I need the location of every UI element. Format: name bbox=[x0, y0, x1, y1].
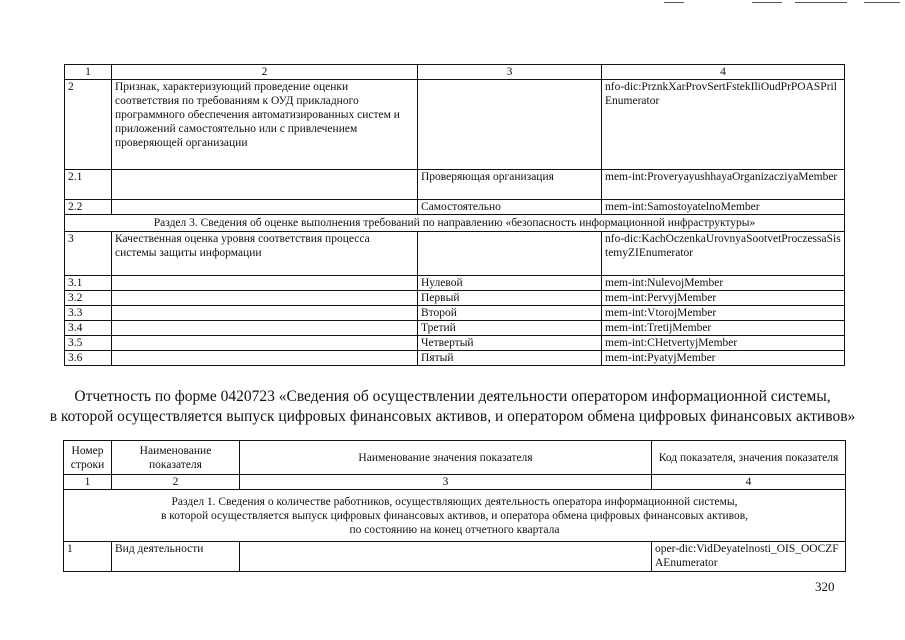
header-indicator-name: Наименование показателя bbox=[112, 441, 240, 475]
header-code: Код показателя, значения показателя bbox=[652, 441, 846, 475]
col-number: 1 bbox=[64, 475, 112, 490]
indicator-name bbox=[112, 351, 418, 366]
column-number-row bbox=[64, 475, 846, 490]
section-title-line: в которой осуществляется выпуск цифровых финансовых активов, и оператора обмена цифровых финансовых активов, bbox=[160, 509, 749, 522]
indicator-name bbox=[112, 291, 418, 306]
value-name: Первый bbox=[418, 291, 602, 306]
value-name bbox=[418, 232, 602, 276]
table-row bbox=[65, 291, 845, 306]
row-number: 2 bbox=[65, 80, 112, 170]
indicator-name bbox=[112, 170, 418, 200]
indicator-code: mem-int:PyatyjMember bbox=[602, 351, 845, 366]
col-number: 3 bbox=[418, 65, 602, 80]
col-number: 1 bbox=[65, 65, 112, 80]
value-name: Нулевой bbox=[418, 276, 602, 291]
row-number: 3.3 bbox=[65, 306, 112, 321]
row-number: 3 bbox=[65, 232, 112, 276]
value-name bbox=[240, 542, 652, 572]
section-title-line: Раздел 1. Сведения о количестве работников, осуществляющих деятельность оператора информационной системы, bbox=[171, 495, 738, 508]
table-row bbox=[64, 542, 846, 572]
value-name: Проверяющая организация bbox=[418, 170, 602, 200]
table-row bbox=[65, 80, 845, 170]
section-title-line: по состоянию на конец отчетного квартала bbox=[349, 523, 560, 536]
indicator-name bbox=[112, 200, 418, 215]
row-number: 2.1 bbox=[65, 170, 112, 200]
indicator-code: nfo-dic:PrznkXarProvSertFstekIliOudPrPOASPrilEnumerator bbox=[602, 80, 845, 170]
row-number: 3.4 bbox=[65, 321, 112, 336]
indicator-code: nfo-dic:KachOczenkaUrovnyaSootvetProczessaSistemyZIEnumerator bbox=[602, 232, 845, 276]
indicator-code: mem-int:VtorojMember bbox=[602, 306, 845, 321]
indicator-code: mem-int:NulevojMember bbox=[602, 276, 845, 291]
section-row bbox=[65, 215, 845, 232]
table-row bbox=[65, 232, 845, 276]
row-number: 2.2 bbox=[65, 200, 112, 215]
indicator-name bbox=[112, 321, 418, 336]
value-name: Третий bbox=[418, 321, 602, 336]
col-number: 3 bbox=[240, 475, 652, 490]
table-row bbox=[65, 336, 845, 351]
value-name: Четвертый bbox=[418, 336, 602, 351]
table-continuation bbox=[64, 64, 845, 366]
row-number: 3.6 bbox=[65, 351, 112, 366]
value-name bbox=[418, 80, 602, 170]
indicator-code: mem-int:PervyjMember bbox=[602, 291, 845, 306]
table-row bbox=[65, 170, 845, 200]
header-value-name: Наименование значения показателя bbox=[240, 441, 652, 475]
table-row bbox=[65, 321, 845, 336]
col-number: 2 bbox=[112, 475, 240, 490]
value-name: Второй bbox=[418, 306, 602, 321]
row-number: 3.5 bbox=[65, 336, 112, 351]
indicator-name bbox=[112, 276, 418, 291]
indicator-code: oper-dic:VidDeyatelnosti_OIS_OOCZFAEnumerator bbox=[652, 542, 846, 572]
indicator-name bbox=[112, 336, 418, 351]
section-title: Раздел 3. Сведения об оценке выполнения требований по направлению «безопасность информационной инфраструктуры» bbox=[65, 215, 845, 232]
row-number: 3.1 bbox=[65, 276, 112, 291]
indicator-name bbox=[112, 306, 418, 321]
column-number-row bbox=[65, 65, 845, 80]
section-title bbox=[64, 490, 846, 542]
indicator-code: mem-int:TretijMember bbox=[602, 321, 845, 336]
value-name: Самостоятельно bbox=[418, 200, 602, 215]
indicator-name: Вид деятельности bbox=[112, 542, 240, 572]
indicator-name: Качественная оценка уровня соответствия процесса системы защиты информации bbox=[112, 232, 418, 276]
indicator-code: mem-int:CHetvertyjMember bbox=[602, 336, 845, 351]
table-row bbox=[65, 276, 845, 291]
header-row-number: Номер строки bbox=[64, 441, 112, 475]
header-row bbox=[64, 441, 846, 475]
row-number: 3.2 bbox=[65, 291, 112, 306]
table-row bbox=[65, 200, 845, 215]
col-number: 4 bbox=[652, 475, 846, 490]
page-number: 320 bbox=[815, 579, 835, 594]
value-name: Пятый bbox=[418, 351, 602, 366]
form-table bbox=[63, 440, 846, 572]
top-edge-marks bbox=[0, 2, 905, 6]
col-number: 2 bbox=[112, 65, 418, 80]
indicator-code: mem-int:SamostoyatelnoMember bbox=[602, 200, 845, 215]
table-row bbox=[65, 306, 845, 321]
indicator-code: mem-int:ProveryayushhayaOrganizacziyaMember bbox=[602, 170, 845, 200]
row-number: 1 bbox=[64, 542, 112, 572]
form-heading-line-2: в которой осуществляется выпуск цифровых финансовых активов, и оператором обмена цифровых финансовых активов» bbox=[49, 408, 856, 425]
indicator-name: Признак, характеризующий проведение оценки соответствия по требованиям к ОУД прикладного программного обеспечения автоматизированных систем и приложений самостоятельно или с привлечением проверяющей организации bbox=[112, 80, 418, 170]
form-heading-line-1: Отчетность по форме 0420723 «Сведения об осуществлении деятельности оператором информационной системы, bbox=[74, 388, 831, 405]
table-row bbox=[65, 351, 845, 366]
col-number: 4 bbox=[602, 65, 845, 80]
section-row bbox=[64, 490, 846, 542]
